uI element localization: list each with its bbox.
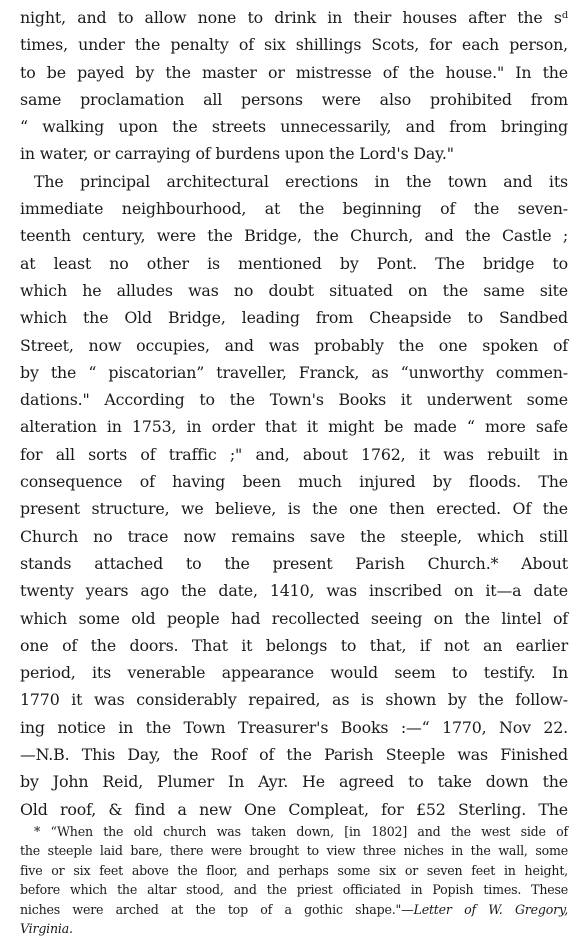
footnote-line: * “When the old church was taken down, [in 1802] and the west side of bbox=[34, 824, 568, 839]
text-line: twenty years ago the date, 1410, was inscribed on it—a date bbox=[20, 581, 568, 601]
text-line: night, and to allow none to drink in their houses after the sᵈ bbox=[20, 8, 568, 27]
text-line: for all sorts of traffic ;" and, about 1762, it was rebuilt in bbox=[20, 444, 568, 464]
text-line: alteration in 1753, in order that it might be made “ more safe bbox=[20, 417, 568, 437]
text-line: —N.B. This Day, the Roof of the Parish Steeple was Finished bbox=[20, 745, 568, 765]
footnote bbox=[20, 822, 568, 938]
text-line: at least no other is mentioned by Pont. The bridge to bbox=[20, 253, 568, 273]
text-line: to be payed by the master or mistresse of the house." In the bbox=[20, 62, 568, 82]
footnote-line bbox=[20, 900, 568, 919]
text-line: consequence of having been much injured by floods. The bbox=[20, 472, 568, 492]
text-line: teenth century, were the Bridge, the Church, and the Castle ; bbox=[20, 226, 568, 246]
text-line: present structure, we believe, is the one then erected. Of the bbox=[20, 499, 568, 519]
text-line: ing notice in the Town Treasurer's Books :—“ 1770, Nov 22. bbox=[20, 717, 568, 737]
text-line: same proclamation all persons were also prohibited from bbox=[20, 89, 568, 109]
text-line: 1770 it was considerably repaired, as is shown by the follow- bbox=[20, 690, 568, 710]
footnote-text: niches were arched at the top of a gothic shape."— bbox=[20, 901, 414, 917]
text-line: which he alludes was no doubt situated on the same site bbox=[20, 280, 568, 300]
text-line: Church no trace now remains save the steeple, which still bbox=[20, 526, 568, 546]
text-line: in water, or carraying of burdens upon the Lord's Day." bbox=[20, 144, 454, 164]
text-line: by John Reid, Plumer In Ayr. He agreed to take down the bbox=[20, 772, 568, 792]
paragraph-start-line: The principal architectural erections in the town and its bbox=[34, 171, 568, 191]
text-line: Old roof, & find a new One Compleat, for £52 Sterling. The bbox=[20, 799, 568, 819]
text-line: Street, now occupies, and was probably the one spoken of bbox=[20, 335, 568, 355]
footnote-citation: Letter of W. Gregory, bbox=[413, 901, 568, 917]
text-line: which some old people had recollected seeing on the lintel of bbox=[20, 608, 568, 628]
text-line: “ walking upon the streets unnecessarily, and from bringing bbox=[20, 117, 568, 137]
footnote-citation-place: Virginia. bbox=[20, 921, 73, 937]
text-line: by the “ piscatorian” traveller, Franck, as “unworthy commen- bbox=[20, 362, 568, 382]
footnote-line: before which the altar stood, and the priest officiated in Popish times. These bbox=[20, 882, 568, 898]
text-line: which the Old Bridge, leading from Cheapside to Sandbed bbox=[20, 308, 568, 328]
text-line: period, its venerable appearance would seem to testify. In bbox=[20, 663, 568, 683]
text-line: immediate neighbourhood, at the beginning of the seven- bbox=[20, 199, 568, 219]
text-line: times, under the penalty of six shillings Scots, for each person, bbox=[20, 35, 568, 55]
footnote-line: the steeple laid bare, there were brought to view three niches in the wall, some bbox=[20, 843, 568, 859]
text-line: dations." According to the Town's Books it underwent some bbox=[20, 390, 568, 410]
footnote-line: five or six feet above the floor, and perhaps some six or seven feet in height, bbox=[20, 862, 568, 878]
text-line: one of the doors. That it belongs to that, if not an earlier bbox=[20, 635, 568, 655]
main-text-block bbox=[20, 4, 568, 823]
text-line: stands attached to the present Parish Church.* About bbox=[20, 553, 568, 573]
